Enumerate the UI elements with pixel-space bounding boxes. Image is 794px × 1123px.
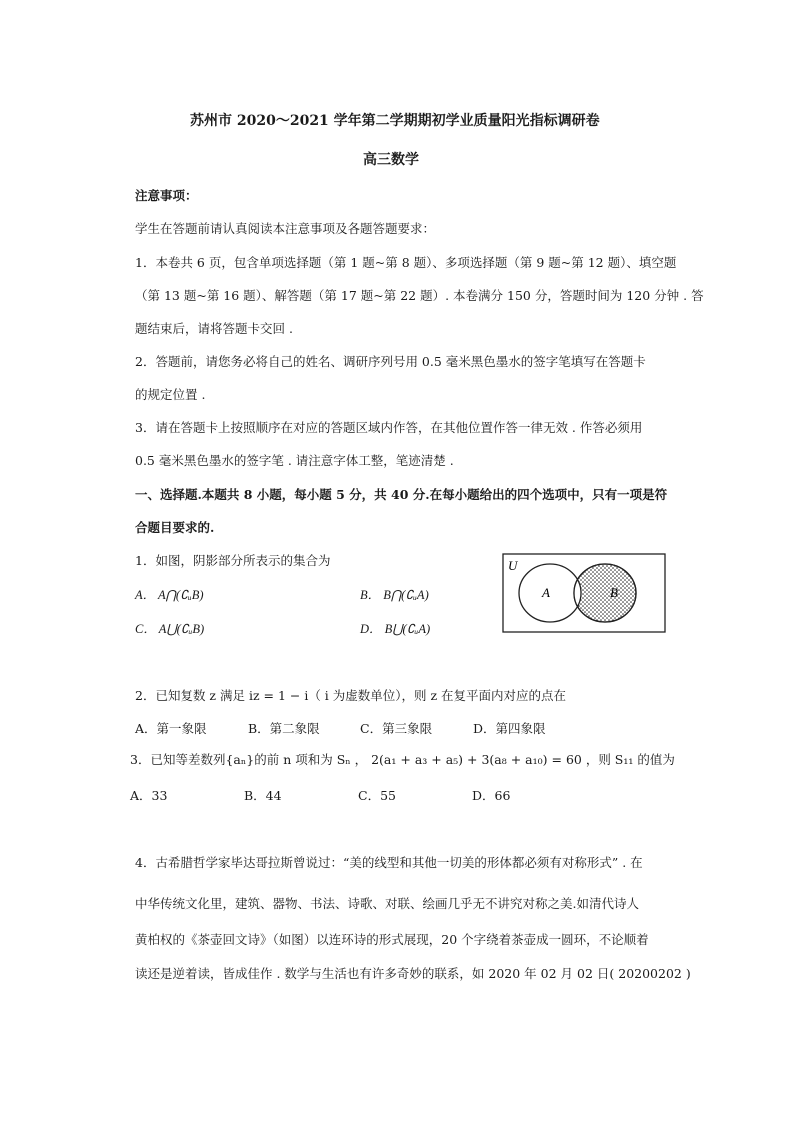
q3-stem: 3．已知等差数列{aₙ}的前 n 项和为 Sₙ ， 2(a₁ + a₃ + a₅) + 3(a₈ + a₁₀) = 60 ，则 S₁₁ 的值为 [130,752,675,767]
q1-stem: 1．如图，阴影部分所表示的集合为 [135,553,331,568]
notice-item3-line2: 0.5 毫米黑色墨水的签字笔 . 请注意字体工整，笔迹清楚 . [135,453,454,468]
venn-label-u: U [508,558,518,573]
q1-option-b: B． B⋂(∁ᵤA) [360,588,429,602]
notice-heading: 注意事项： [135,188,198,203]
notice-item1-line1: 1．本卷共 6 页，包含单项选择题（第 1 题~第 8 题）、多项选择题（第 9 题~第 12 题）、填空题 [135,255,677,270]
q3-option-d: D．66 [472,788,511,803]
notice-intro: 学生在答题前请认真阅读本注意事项及各题答题要求： [135,221,436,236]
notice-item3-line1: 3．请在答题卡上按照顺序在对应的答题区域内作答，在其他位置作答一律无效 . 作答必须用 [135,420,643,435]
notice-item1-line3: 题结束后，请将答题卡交回 . [135,321,293,336]
q3-option-c: C．55 [358,788,396,803]
q2-option-b: B．第二象限 [248,721,320,736]
notice-item2-line2: 的规定位置 . [135,387,206,402]
venn-label-b: B [610,585,618,600]
q2-option-a: A．第一象限 [135,721,207,736]
notice-item1-line2: （第 13 题~第 16 题）、解答题（第 17 题~第 22 题）. 本卷满分 150 分，答题时间为 120 分钟 . 答 [135,288,704,303]
q4-line2: 中华传统文化里，建筑、器物、书法、诗歌、对联、绘画几乎无不讲究对称之美.如清代诗人 [135,896,639,911]
q2-stem: 2．已知复数 z 满足 iz = 1 − i（ i 为虚数单位），则 z 在复平面内对应的点在 [135,688,567,703]
q1-option-d: D． B⋃(∁ᵤA) [360,622,431,636]
notice-item2-line1: 2．答题前，请您务必将自己的姓名、调研序列号用 0.5 毫米黑色墨水的签字笔填写在答题卡 [135,354,646,369]
q2-option-d: D．第四象限 [473,721,546,736]
section1-line2: 合题目要求的. [135,520,215,535]
venn-label-a: A [542,585,550,600]
q4-line1: 4．古希腊哲学家毕达哥拉斯曾说过：“美的线型和其他一切美的形体都必须有对称形式” . 在 [135,855,643,870]
venn-diagram [502,553,666,633]
q3-option-a: A．33 [130,788,168,803]
venn-set-a [519,564,581,622]
q3-option-b: B．44 [244,788,282,803]
page-subtitle: 高三数学 [363,152,419,168]
q1-option-c: C． A⋃(∁ᵤB) [135,622,205,636]
q4-line4: 读还是逆着读，皆成佳作 . 数学与生活也有许多奇妙的联系，如 2020 年 02 月 02 日( 20200202 ) [135,966,691,981]
q4-line3: 黄柏权的《茶壶回文诗》（如图）以连环诗的形式展现，20 个字绕着茶壶成一圆环，不论顺着 [135,932,649,947]
page-title: 苏州市 2020～2021 学年第二学期期初学业质量阳光指标调研卷 [190,113,600,129]
q2-option-c: C．第三象限 [360,721,433,736]
q1-option-a: A． A⋂(∁ᵤB) [135,588,204,602]
section1-line1: 一、选择题.本题共 8 小题，每小题 5 分，共 40 分.在每小题给出的四个选项中，只有一项是符 [135,487,668,502]
